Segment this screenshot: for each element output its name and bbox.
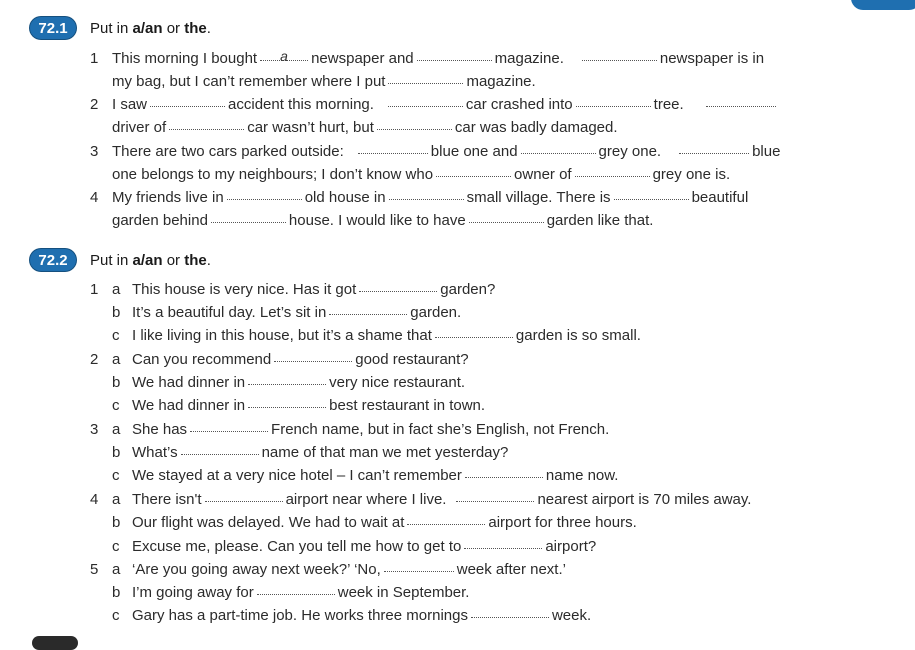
question-2-line-2: driver of car wasn’t hurt, but car was badly damaged. — [112, 117, 618, 138]
question-4-line-2: garden behind house. I would like to have garden like that. — [112, 210, 653, 231]
answer-blank[interactable] — [407, 510, 485, 525]
question-1-line-2: my bag, but I can’t remember where I put magazine. — [112, 71, 536, 92]
answer-blank[interactable] — [211, 208, 286, 223]
answer-blank[interactable] — [377, 115, 452, 130]
answer-blank[interactable] — [227, 185, 302, 200]
next-exercise-badge-edge — [32, 636, 78, 650]
answer-blank[interactable] — [575, 162, 650, 177]
q1-a: 1 a This house is very nice. Has it got garden? — [90, 279, 495, 300]
answer-blank[interactable] — [456, 487, 534, 502]
answer-blank[interactable] — [329, 300, 407, 315]
exercise-badge: 72.2 — [30, 249, 76, 271]
answer-blank[interactable] — [582, 46, 657, 61]
answer-blank[interactable] — [181, 440, 259, 455]
answer-blank[interactable] — [248, 370, 326, 385]
corner-tab — [851, 0, 915, 10]
q3-a: 3 a She has French name, but in fact she’s English, not French. — [90, 419, 609, 440]
answer-blank[interactable] — [150, 92, 225, 107]
q5-c: c Gary has a part-time job. He works three mornings week. — [90, 605, 591, 626]
exercise-badge: 72.1 — [30, 17, 76, 39]
answer-blank[interactable] — [205, 487, 283, 502]
answer-blank[interactable] — [274, 347, 352, 362]
answer-blank[interactable] — [389, 185, 464, 200]
answer-blank[interactable] — [465, 463, 543, 478]
question-3-line-2: one belongs to my neighbours; I don’t know who owner of grey one is. — [112, 164, 730, 185]
answer-blank[interactable] — [359, 277, 437, 292]
answer-blank[interactable] — [257, 580, 335, 595]
exercise-instruction: Put in a/an or the. — [90, 251, 211, 269]
answer-blank[interactable] — [417, 46, 492, 61]
answer-blank[interactable] — [706, 92, 776, 107]
answer-blank[interactable] — [388, 69, 463, 84]
exercise-instruction: Put in a/an or the. — [90, 19, 211, 37]
answer-blank[interactable] — [190, 417, 268, 432]
question-1-line-1: 1 This morning I bought a newspaper and magazine. newspaper is in — [90, 48, 765, 67]
answer-blank[interactable] — [436, 162, 511, 177]
q3-c: c We stayed at a very nice hotel – I can’t remember name now. — [90, 465, 618, 486]
question-3-line-1: 3 There are two cars parked outside: blue one and grey one. blue — [90, 141, 780, 162]
answer-blank[interactable] — [471, 603, 549, 618]
q2-b: b We had dinner in very nice restaurant. — [90, 372, 465, 393]
answer-blank[interactable] — [169, 115, 244, 130]
q1-b: b It’s a beautiful day. Let’s sit in garden. — [90, 302, 461, 323]
answer-blank[interactable] — [679, 139, 749, 154]
q4-b: b Our flight was delayed. We had to wait at airport for three hours. — [90, 512, 637, 533]
answer-blank[interactable] — [358, 139, 428, 154]
answer-blank[interactable] — [614, 185, 689, 200]
q5-a: 5 a ‘Are you going away next week?’ ‘No, week after next.’ — [90, 559, 566, 580]
q2-a: 2 a Can you recommend good restaurant? — [90, 349, 469, 370]
q2-c: c We had dinner in best restaurant in town. — [90, 395, 485, 416]
answer-blank[interactable]: a — [260, 46, 308, 61]
q5-b: b I’m going away for week in September. — [90, 582, 469, 603]
question-2-line-1: 2 I saw accident this morning. car crashed into tree. — [90, 94, 779, 115]
answer-blank[interactable] — [388, 92, 463, 107]
q4-a: 4 a There isn't airport near where I live. nearest airport is 70 miles away. — [90, 489, 751, 510]
q3-b: b What’s name of that man we met yesterday? — [90, 442, 508, 463]
answer-blank[interactable] — [248, 393, 326, 408]
exercise-72-1-header — [30, 16, 211, 40]
question-4-line-1: 4 My friends live in old house in small village. There is beautiful — [90, 187, 748, 208]
answer-blank[interactable] — [464, 534, 542, 549]
answer-blank[interactable] — [469, 208, 544, 223]
answer-blank[interactable] — [576, 92, 651, 107]
q1-c: c I like living in this house, but it’s a shame that garden is so small. — [90, 325, 641, 346]
answer-blank[interactable] — [521, 139, 596, 154]
q4-c: c Excuse me, please. Can you tell me how to get to airport? — [90, 536, 596, 557]
answer-blank[interactable] — [435, 323, 513, 338]
exercise-72-2-header — [30, 248, 211, 272]
answer-blank[interactable] — [384, 557, 454, 572]
